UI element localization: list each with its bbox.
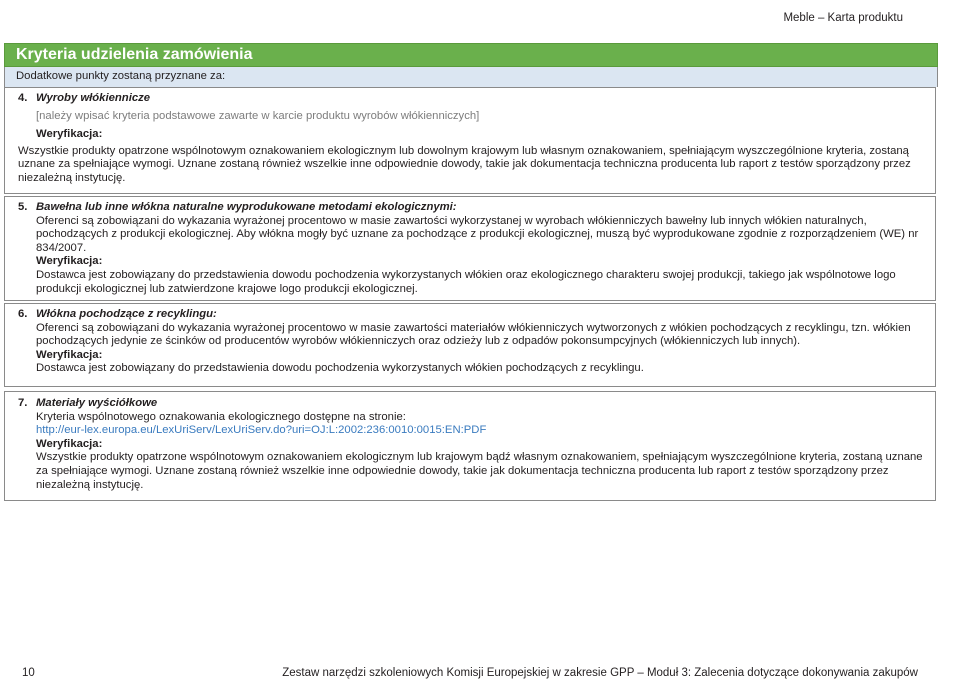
criterion-text: Oferenci są zobowiązani do wykazania wyrażonej procentowo w masie zawartości materiałów włókienniczych wytworzonych z włókien pochodzących z recyklingu, tzn. włókien pochodzących jedynie ze ścinków od producentów wyrobów włókienniczych oraz odzieży lub z odpadów pokonsumpcyjnych (włókienniczych lub innych).: [36, 321, 911, 348]
verification-label: Weryfikacja:: [36, 437, 103, 450]
criterion-heading: [18, 201, 927, 215]
verification-label: Weryfikacja:: [36, 255, 103, 268]
criterion-title: Materiały wyściółkowe: [36, 397, 158, 409]
criterion-number: 6.: [18, 308, 28, 320]
criteria-link[interactable]: http://eur-lex.europa.eu/LexUriServ/LexUriServ.do?uri=OJ:L:2002:236:0010:0015:EN:PDF: [36, 424, 487, 437]
criterion-box-5: [4, 196, 936, 301]
page-number: 10: [22, 667, 35, 679]
criterion-heading: [18, 397, 927, 411]
verification-text: Dostawca jest zobowiązany do przedstawienia dowodu pochodzenia wykorzystanych włókien oraz ekologicznego charakteru swojej produkcji, takiego jak wspólnotowe logo produkcji ekologicznej lub zatwierdzone krajowe logo produkcji ekologicznej.: [36, 268, 896, 295]
criterion-number: 5.: [18, 201, 28, 213]
verification-text: Dostawca jest zobowiązany do przedstawienia dowodu pochodzenia wykorzystanych włókien pochodzących z recyklingu.: [36, 362, 644, 375]
criterion-title: Włókna pochodzące z recyklingu:: [36, 308, 217, 320]
section-title: Kryteria udzielenia zamówienia: [16, 46, 253, 63]
criterion-placeholder: [należy wpisać kryteria podstawowe zawarte w karcie produktu wyrobów włókienniczych]: [36, 109, 480, 122]
verification-text: Wszystkie produkty opatrzone wspólnotowym oznakowaniem ekologicznym lub krajowym bądź własnym oznakowaniem, spełniającym wyszczególnione kryteria, zostaną uznane za spełniające wymogi. Uznane zostaną również wszelkie inne odpowiednie dowody, takie jak dokumentacja techniczna producenta lub raport z testów sporządzony przez niezależną instytucję.: [36, 451, 923, 491]
verification-label: Weryfikacja:: [36, 348, 103, 361]
verification-label: Weryfikacja:: [36, 128, 103, 141]
footer-text: Zestaw narzędzi szkoleniowych Komisji Europejskiej w zakresie GPP – Moduł 3: Zalecenia dotyczące dokonywania zakupów: [282, 667, 918, 679]
criterion-text: Kryteria wspólnotowego oznakowania ekologicznego dostępne na stronie:: [36, 410, 406, 423]
criterion-text: Oferenci są zobowiązani do wykazania wyrażonej procentowo w masie zawartości wykorzystanej w wyrobach włókienniczych bawełny lub innych włókien naturalnych, pochodzących z produkcji ekologicznej. Aby włókna mogły być uznane za pochodzące z produkcji ekologicznej, muszą być wyprodukowane zgodnie z rozporządzeniem (WE) nr 834/2007.: [36, 214, 919, 254]
section-title-bar: [4, 43, 938, 67]
criterion-heading: [18, 308, 927, 322]
running-header: Meble – Karta produktu: [783, 12, 903, 24]
criterion-number: 7.: [18, 397, 28, 409]
criterion-box-6: [4, 303, 936, 387]
criterion-number: 4.: [18, 92, 28, 104]
verification-text: Wszystkie produkty opatrzone wspólnotowym oznakowaniem ekologicznym lub dowolnym krajowym lub własnym oznakowaniem, spełniającym wyszczególnione kryteria, zostaną uznane za spełniające wymogi. Uznane zostaną również wszelkie inne odpowiednie dowody, takie jak dokumentacja techniczna producenta lub raport z testów sporządzony przez niezależną instytucję.: [18, 144, 911, 184]
criterion-title: Bawełna lub inne włókna naturalne wyprodukowane metodami ekologicznymi:: [36, 201, 457, 213]
criterion-heading: [18, 92, 927, 106]
criterion-title: Wyroby włókiennicze: [36, 92, 151, 104]
section-subtitle: Dodatkowe punkty zostaną przyznane za:: [4, 67, 938, 87]
criterion-box-7: [4, 391, 936, 501]
criterion-box-4: [4, 87, 936, 194]
